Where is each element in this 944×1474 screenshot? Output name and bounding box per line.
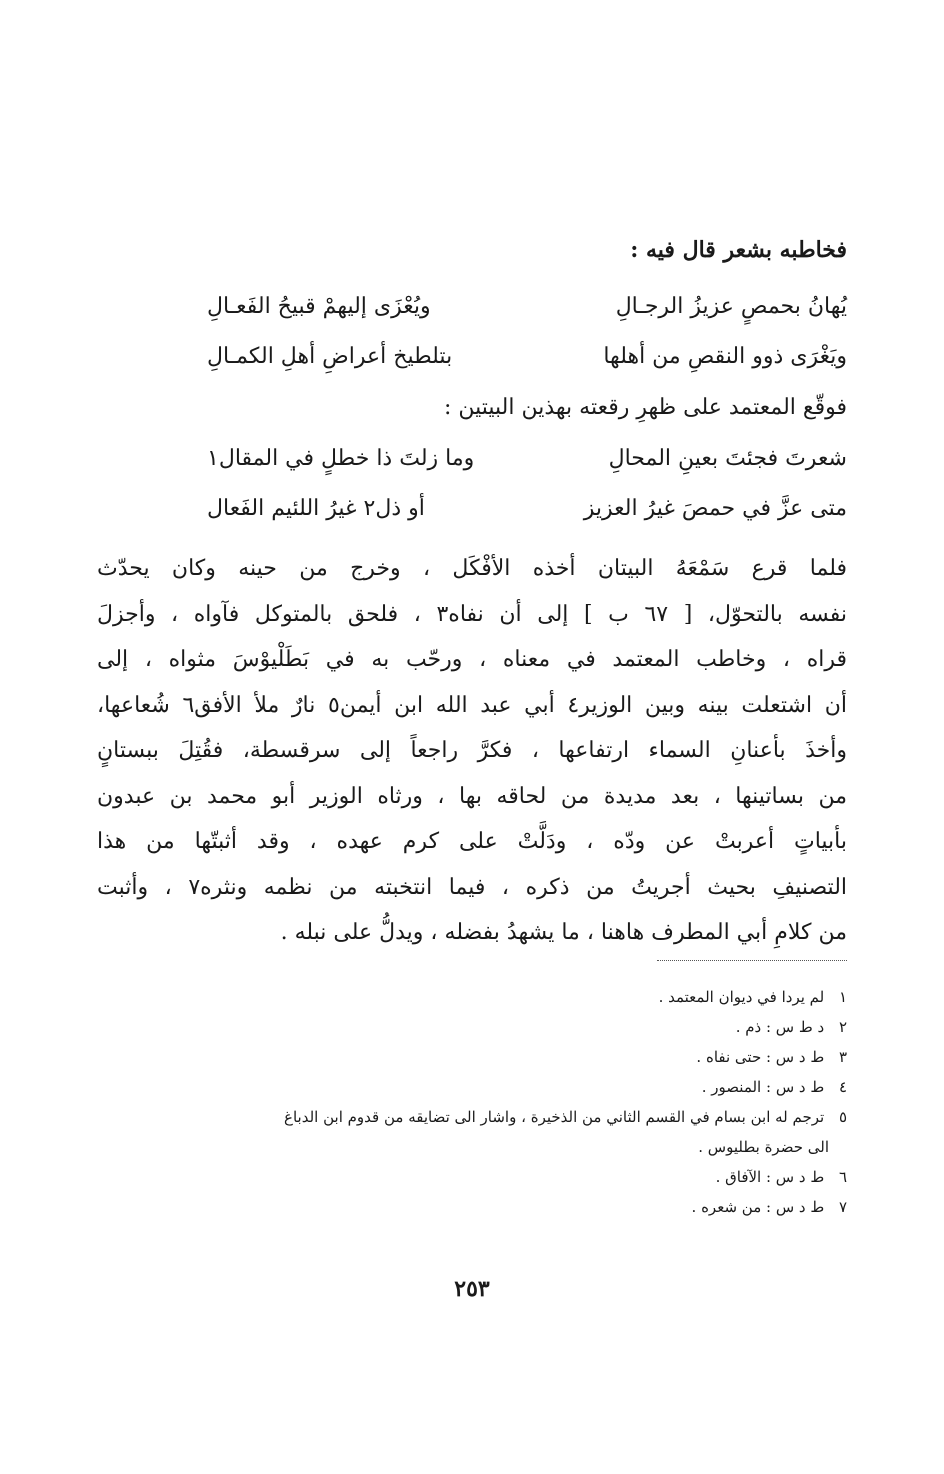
verse-second-hemistich: أو ذل٢ غيرُ اللئيم الفَعال bbox=[207, 496, 425, 521]
verses-second-pair bbox=[207, 434, 847, 534]
page-number: ٢٥٣ bbox=[454, 1276, 490, 1302]
body-paragraph bbox=[97, 546, 847, 956]
footnote bbox=[167, 1102, 847, 1132]
verse-second-hemistich: وما زلتَ ذا خطلٍ في المقال١ bbox=[207, 446, 475, 471]
footnote-number: ٣ bbox=[838, 1048, 847, 1066]
footnote-number: ٦ bbox=[838, 1168, 847, 1186]
footnote-number: ٢ bbox=[838, 1018, 847, 1036]
footnote-number: ١ bbox=[838, 988, 847, 1006]
footnote-number: ٥ bbox=[838, 1108, 847, 1126]
footnote-text: ط د س : حتى نفاه . bbox=[696, 1048, 825, 1066]
verse-second-hemistich: بتلطيخ أعراضِ أهلِ الكمـالِ bbox=[207, 344, 453, 369]
paragraph-line: بأبياتٍ أعربتْ عن ودّه ، ودَلَّتْ على كرم عهده ، وقد أثبتّها من هذا bbox=[97, 829, 847, 854]
verse-first-hemistich: ويَغْرَى ذوو النقصِ من أهلها bbox=[603, 344, 847, 369]
footnote-text: لم يردا في ديوان المعتمد . bbox=[658, 988, 825, 1006]
paragraph-line: وأخذَ بأعنانِ السماء ارتفاعها ، فكرَّ راجعاً إلى سرقسطة، فقُتِلَ ببستانٍ bbox=[97, 738, 847, 763]
footnotes bbox=[167, 982, 847, 1222]
intro-line-2: فوقّع المعتمد على ظهرِ رقعته بهذين البيتين : bbox=[443, 395, 847, 420]
footnote bbox=[167, 1072, 847, 1102]
paragraph-line: التصنيفِ بحيث أجريتُ من ذكره ، فيما انتخبته من نظمه ونثره٧ ، وأثبت bbox=[97, 874, 848, 900]
footnote-text: ط د س : الآفاق . bbox=[715, 1168, 825, 1186]
footnote bbox=[167, 1162, 847, 1192]
footnote bbox=[167, 982, 847, 1012]
footnote-number: ٤ bbox=[838, 1078, 847, 1096]
footnote bbox=[167, 1192, 847, 1222]
footnote bbox=[167, 1012, 847, 1042]
verses-first-pair bbox=[207, 282, 847, 382]
intro-line: فخاطبه بشعر قال فيه : bbox=[630, 237, 847, 263]
paragraph-line: أن اشتعلت بينه وبين الوزير٤ أبي عبد الله ابن أيمن٥ نارٌ ملأ الأفق٦ شُعاعها، bbox=[97, 692, 847, 718]
verse-first-hemistich: متى عزَّ في حمصَ غيرُ العزيز bbox=[583, 496, 847, 521]
paragraph-line: من كلامِ أبي المطرف هاهنا ، ما يشهدُ بفضله ، ويدلُّ على نبله . bbox=[280, 920, 847, 945]
verse-line bbox=[207, 282, 847, 332]
verse-line bbox=[207, 434, 847, 484]
verse-line bbox=[207, 332, 847, 382]
footnote-text: ط د س : من شعره . bbox=[691, 1198, 825, 1216]
footnote-text: د ط س : ذم . bbox=[735, 1018, 825, 1036]
paragraph-line: فلما قرع سَمْعَهُ البيتان أخذه الأفْكَل ، وخرج من حينه وكان يحدّث bbox=[97, 556, 847, 581]
paragraph-line: قراه ، وخاطب المعتمد في معناه ، ورحّب به في بَطَلْيوْسَ مثواه ، إلى bbox=[97, 647, 847, 672]
footnote-divider bbox=[657, 960, 847, 961]
paragraph-line: نفسه بالتحوّل، [ ٦٧ ب ] إلى أن نفاه٣ ، فلحق بالمتوكل فآواه ، وأجزلَ bbox=[97, 601, 847, 627]
verse-first-hemistich: شعرتَ فجئتَ بعينِ المحالِ bbox=[608, 446, 847, 471]
footnote bbox=[167, 1042, 847, 1072]
footnote-text: ط د س : المنصور . bbox=[701, 1078, 825, 1096]
footnote-continuation: الى حضرة بطليوس . bbox=[698, 1138, 829, 1156]
verse-second-hemistich: ويُعْزَى إليهمْ قبيحُ الفَعـالِ bbox=[207, 294, 431, 319]
footnote-number: ٧ bbox=[838, 1198, 847, 1216]
footnote-text: ترجم له ابن بسام في القسم الثاني من الذخيرة ، واشار الى تضايقه من قدوم ابن الدباغ bbox=[284, 1108, 825, 1126]
verse-first-hemistich: يُهانُ بحمصٍ عزيزُ الرجـالِ bbox=[615, 294, 847, 319]
paragraph-line: من بساتينها ، بعد مديدة من لحاقه بها ، ورثاه الوزير أبو محمد بن عبدون bbox=[97, 783, 847, 809]
verse-line bbox=[207, 484, 847, 534]
